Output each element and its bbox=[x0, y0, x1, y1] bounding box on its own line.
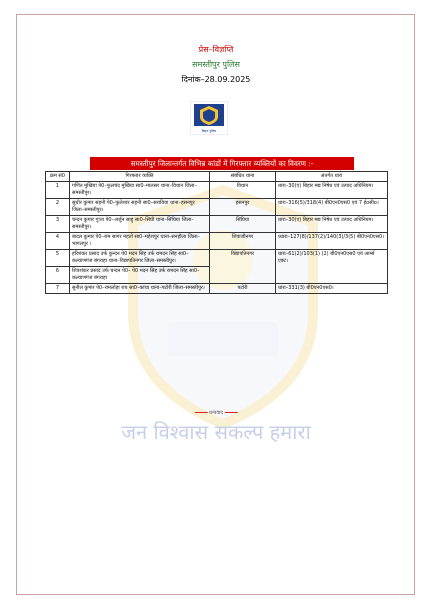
row-person: गणित मुखिया पे0–फुलचंद मुखिया सा0–मालसर थाना–विथान जिला–समस्तीपुर। bbox=[70, 182, 210, 199]
table-row bbox=[46, 250, 388, 267]
table-header-row bbox=[46, 172, 388, 182]
row-section: धारा–61(2)/103(1) (2) बी0एन0एस0 एवं आर्म्स एक्ट। bbox=[276, 250, 388, 284]
row-sn: 4 bbox=[46, 233, 70, 250]
row-person: चन्दन कुमार गुप्ता पे0–अर्जुन साहु सा0–सिंघी थाना–सिंघिया जिला–समस्तीपुर। bbox=[70, 216, 210, 233]
row-station: सिंघिया bbox=[210, 216, 276, 233]
section-banner: समस्तीपुर जिलान्तर्गत विभिन्न कांडों में गिरफ्तार व्यक्तियों का विवरण :- bbox=[90, 157, 354, 170]
table-row bbox=[46, 233, 388, 250]
row-person: सुधीर कुमार सहनी पे0–फुलेश्वर सहनी सा0–सरायिया थाना–हसनपुर जिला–समस्तीपुर। bbox=[70, 199, 210, 216]
row-station: शिवाजीनगर bbox=[210, 233, 276, 250]
row-person: हरिशंकर प्रसाद उर्फ कुन्दन पे0 मदन सिंह उर्फ रामदन सिंह सा0–कल्याणगंज बंगराहा थाना–विद्यापतिनगर जिला–समस्तीपुर। bbox=[70, 250, 210, 267]
row-section: ध्धारा–127(8)/137(2)/140(3)/3(5) बी0एन0एस0। bbox=[276, 233, 388, 250]
table-row bbox=[46, 216, 388, 233]
row-station: विथान bbox=[210, 182, 276, 199]
thanks-line: ━━━━━ धन्यवाद ━━━━━ bbox=[194, 410, 238, 416]
row-sn: 7 bbox=[46, 284, 70, 294]
row-sn: 6 bbox=[46, 267, 70, 284]
row-section: धारा–331(3) बी0एन0एस0। bbox=[276, 284, 388, 294]
row-station: हसनपुर bbox=[210, 199, 276, 216]
row-sn: 5 bbox=[46, 250, 70, 267]
press-note-title: प्रेस–विज्ञप्ति bbox=[198, 45, 234, 54]
row-section: धारा–30(ए) बिहार मद्य निषेध एवं उत्पाद अधिनियम। bbox=[276, 216, 388, 233]
header-sn: क्रम सं0 bbox=[46, 172, 70, 182]
header-section: अंतर्गत धारा bbox=[276, 172, 388, 182]
arrest-table bbox=[45, 171, 388, 294]
logo-caption: बिहार पुलिस bbox=[201, 129, 217, 133]
row-person: बादल कुमार पे0–राम सागर महतो सा0–महेशपुर थाना–सनहौला जिला–भागलपुर । bbox=[70, 233, 210, 250]
row-section: धारा–316(5)/318(4) बी0एन0एस0 एवं 7 ईoसीo। bbox=[276, 199, 388, 216]
row-sn: 1 bbox=[46, 182, 70, 199]
slogan-watermark: जन विश्वास सकल्प हमारा bbox=[121, 420, 311, 444]
header-person: गिरफ्तार व्यक्ति bbox=[70, 172, 210, 182]
thanks-text: धन्यवाद bbox=[208, 410, 224, 416]
row-station: पटोरी bbox=[210, 284, 276, 294]
row-sn: 2 bbox=[46, 199, 70, 216]
bihar-police-logo bbox=[190, 101, 228, 135]
row-person: शिवशंकर प्रसाद उर्फ चन्दन पे0– पे0 मदन सिंह उर्फ रामदन सिंह सा0–कल्याणगंज बंगराहा bbox=[70, 267, 210, 284]
table-row bbox=[46, 284, 388, 294]
police-name: समस्तीपुर पुलिस bbox=[192, 60, 240, 69]
row-person: सुनील कुमार पे0–रामलोहा राय सा0–कांचा थाना–पटोरी जिला–समस्तीपुर। bbox=[70, 284, 210, 294]
date-line: दिनांक–28.09.2025 bbox=[181, 75, 251, 84]
header-station: संबंधित थाना bbox=[210, 172, 276, 182]
row-section: धारा–30(ए) बिहार मद्य निषेध एवं उत्पाद अधिनियम। bbox=[276, 182, 388, 199]
row-station: विद्यापतिनगर bbox=[210, 250, 276, 284]
table-row bbox=[46, 182, 388, 199]
table-row bbox=[46, 199, 388, 216]
row-sn: 3 bbox=[46, 216, 70, 233]
